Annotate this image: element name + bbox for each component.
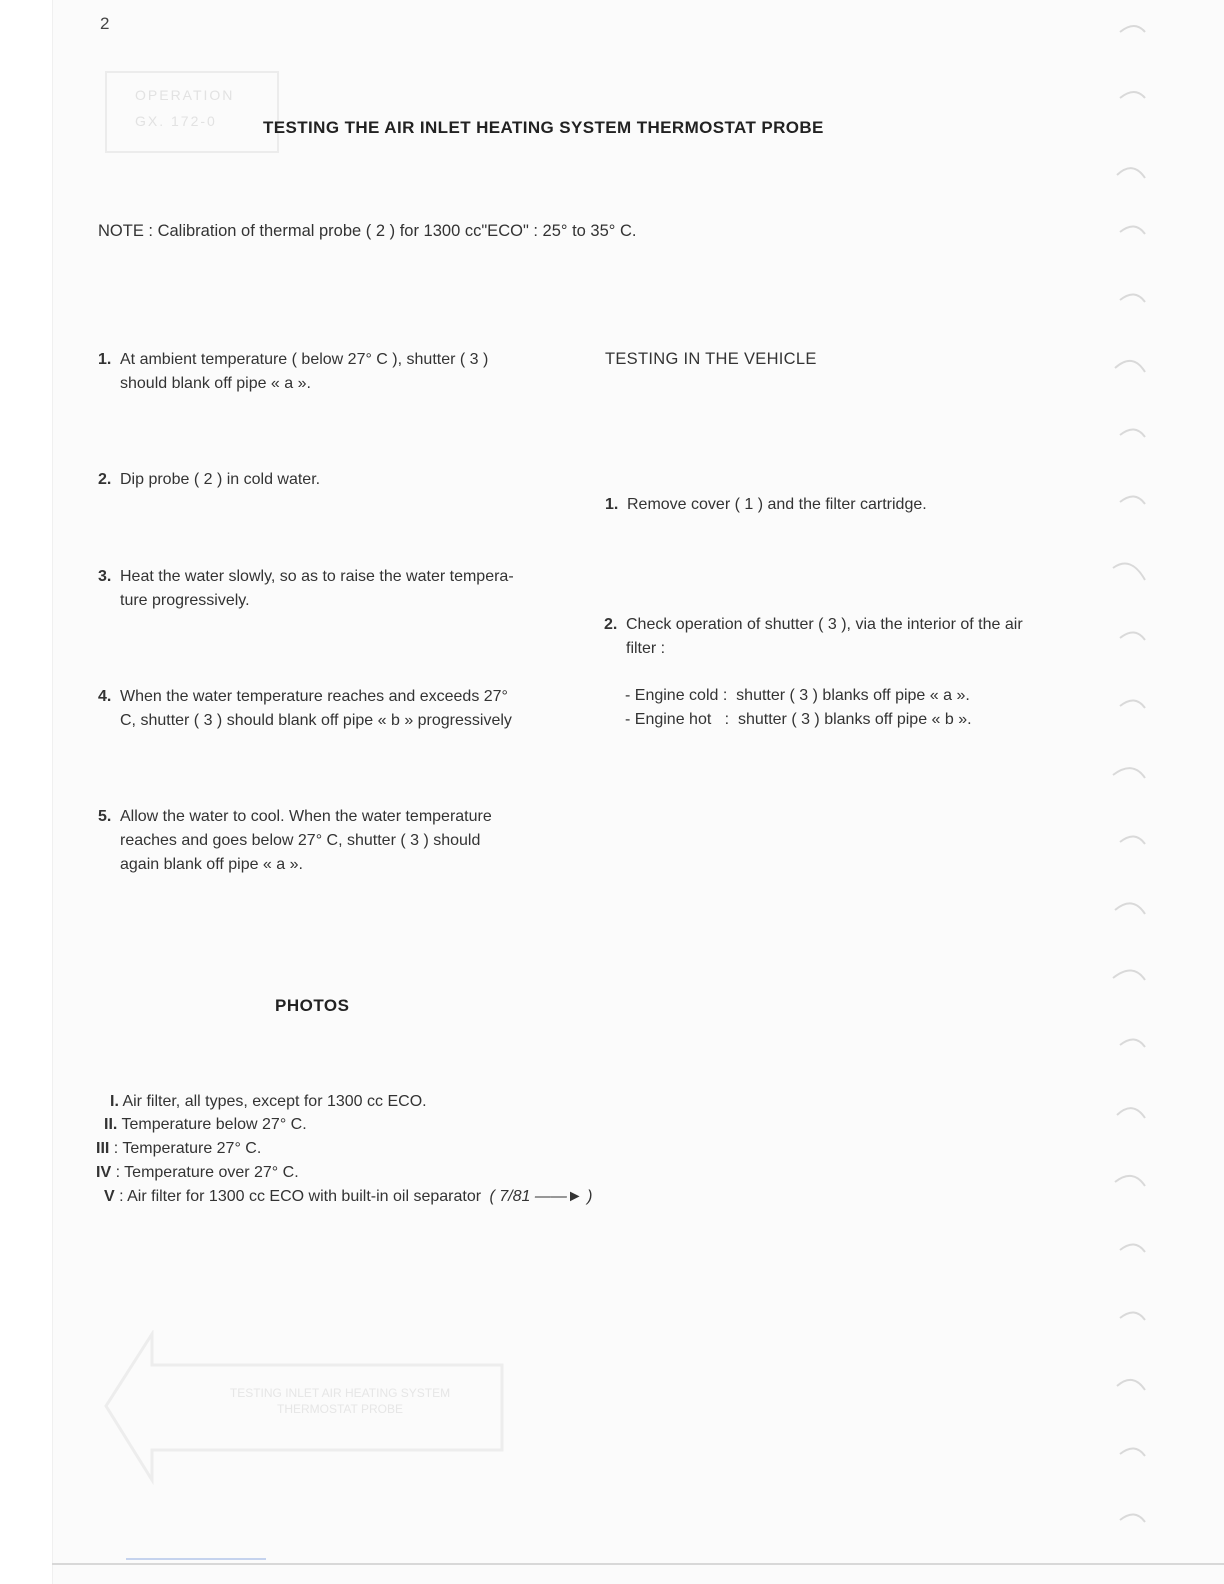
page-margin [0,0,52,1584]
step-number: 5. [98,808,112,825]
photo-caption-5 [104,1188,592,1206]
engine-cold-condition: - Engine cold : shutter ( 3 ) blanks off pipe « a ». [625,687,970,704]
page-title: TESTING THE AIR INLET HEATING SYSTEM THERMOSTAT PROBE [263,118,824,137]
caption-label: I. [110,1093,119,1110]
step-line: Check operation of shutter ( 3 ), via the interior of the air [626,616,1023,633]
step-line: Dip probe ( 2 ) in cold water. [120,471,321,488]
stamp-line-2: GX. 172-0 [135,113,217,129]
left-step-4 [98,685,512,733]
step-number: 1. [98,351,112,368]
caption-label: IV [96,1164,112,1181]
step-number: 2. [604,616,618,633]
caption-date-suffix: ( 7/81 ——► ) [489,1188,593,1205]
photo-caption-1 [110,1093,427,1111]
step-line: Remove cover ( 1 ) and the filter cartridge. [627,496,927,513]
step-line: filter : [626,640,666,657]
right-step-2 [604,613,1023,661]
bottom-edge-mark [126,1558,266,1560]
step-number: 2. [98,471,112,488]
calibration-note: NOTE : Calibration of thermal probe ( 2 ) for 1300 cc"ECO" : 25° to 35° C. [98,222,637,240]
step-line: Heat the water slowly, so as to raise the water tempera- [120,568,514,585]
step-line: When the water temperature reaches and exceeds 27° [120,688,508,705]
stamp-line-1: OPERATION [135,87,235,103]
photo-caption-3 [96,1140,261,1158]
caption-text: Air filter, all types, except for 1300 cc ECO. [118,1093,427,1110]
vehicle-testing-heading: TESTING IN THE VEHICLE [605,350,817,368]
step-number: 1. [605,496,619,513]
step-number: 4. [98,688,112,705]
engine-hot-condition: - Engine hot : shutter ( 3 ) blanks off pipe « b ». [625,711,972,728]
step-line: C, shutter ( 3 ) should blank off pipe « b » progressively [120,712,512,729]
binder-rings [1105,20,1165,1560]
step-number: 3. [98,568,112,585]
bottom-edge-line [52,1563,1224,1565]
caption-text: : Temperature 27° C. [109,1140,262,1157]
step-line: again blank off pipe « a ». [120,856,303,873]
left-step-5 [98,805,492,877]
ghost-text-line: THERMOSTAT PROBE [276,1402,403,1416]
step-line: ture progressively. [120,592,250,609]
photo-caption-4 [96,1164,299,1182]
ghost-arrow-icon [100,1330,520,1510]
caption-text: : Air filter for 1300 cc ECO with built-in oil separator [114,1188,482,1205]
photo-caption-2 [104,1116,307,1134]
caption-label: III [96,1140,110,1157]
step-line: At ambient temperature ( below 27° C ), shutter ( 3 ) [120,351,489,368]
photos-heading: PHOTOS [275,996,350,1015]
right-step-1 [605,493,927,517]
left-step-3 [98,565,514,613]
left-step-2 [98,468,321,492]
caption-label: II. [104,1116,118,1133]
ghost-arrow-text [180,1385,500,1417]
caption-text: Temperature below 27° C. [117,1116,307,1133]
ghost-text-line: TESTING INLET AIR HEATING SYSTEM [229,1386,451,1400]
left-step-1 [98,348,489,396]
caption-text: : Temperature over 27° C. [111,1164,299,1181]
faded-stamp [105,71,279,153]
step-line: should blank off pipe « a ». [120,375,311,392]
page-edge [52,0,53,1584]
page-number: 2 [100,14,110,33]
caption-label: V [104,1188,115,1205]
step-line: Allow the water to cool. When the water temperature [120,808,492,825]
step-line: reaches and goes below 27° C, shutter ( 3 ) should [120,832,481,849]
